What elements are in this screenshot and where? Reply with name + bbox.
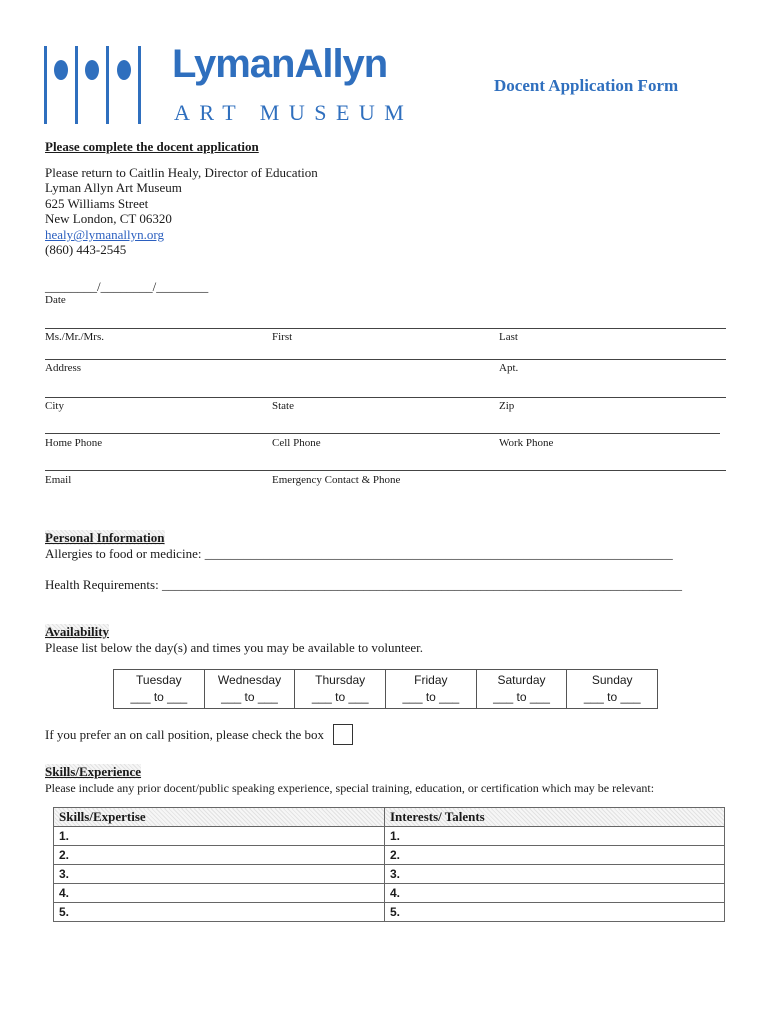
availability-heading: Availability — [45, 624, 110, 639]
day-label: Thursday — [315, 673, 366, 687]
day-label: Saturday — [497, 673, 546, 687]
on-call-checkbox[interactable] — [333, 724, 353, 745]
skills-table — [53, 807, 725, 922]
return-line-2: Lyman Allyn Art Museum — [45, 180, 182, 195]
time-blank[interactable]: ___ to ___ — [311, 690, 369, 704]
email-line[interactable] — [45, 470, 726, 471]
date-label: Date — [45, 294, 66, 306]
on-call-prompt: If you prefer an on call position, please check the box — [45, 727, 325, 742]
intro-heading: Please complete the docent application — [45, 139, 259, 154]
skills-heading: Skills/Experience — [45, 764, 142, 779]
document-title: Docent Application Form — [494, 76, 679, 95]
skills-cell[interactable]: 2. — [54, 846, 385, 865]
interests-cell[interactable]: 3. — [385, 865, 725, 884]
interests-cell[interactable]: 1. — [385, 827, 725, 846]
availability-cell-wednesday[interactable] — [205, 670, 296, 708]
skills-instructions: Please include any prior docent/public speaking experience, special training, education, or certification which may be relevant: — [45, 781, 655, 795]
apt-label: Apt. — [499, 362, 519, 374]
skills-cell[interactable]: 5. — [54, 903, 385, 922]
table-row — [54, 865, 725, 884]
availability-cell-sunday[interactable] — [567, 670, 657, 708]
interests-cell[interactable]: 5. — [385, 903, 725, 922]
last-name-label: Last — [499, 331, 518, 343]
time-blank[interactable]: ___ to ___ — [130, 690, 188, 704]
city-label: City — [45, 400, 64, 412]
address-line[interactable] — [45, 359, 726, 360]
availability-instructions: Please list below the day(s) and times you may be available to volunteer. — [45, 640, 423, 655]
table-row — [54, 846, 725, 865]
skills-cell[interactable]: 4. — [54, 884, 385, 903]
personal-info-heading: Personal Information — [45, 530, 165, 545]
time-blank[interactable]: ___ to ___ — [221, 690, 278, 704]
logo-wordmark: LymanAllyn — [172, 42, 388, 86]
phone-line[interactable] — [45, 433, 720, 434]
interests-talents-header: Interests/ Talents — [385, 808, 725, 827]
day-label: Wednesday — [217, 673, 282, 687]
email-label: Email — [45, 474, 72, 486]
first-name-label: First — [272, 331, 293, 343]
table-row — [54, 827, 725, 846]
logo-subtitle: ART MUSEUM — [174, 100, 414, 125]
date-blank[interactable]: ________/________/________ — [45, 279, 209, 294]
return-line-3: 625 Williams Street — [45, 196, 149, 211]
return-line-4: New London, CT 06320 — [45, 211, 172, 226]
museum-logo-mark — [44, 46, 160, 124]
interests-cell[interactable]: 4. — [385, 884, 725, 903]
contact-phone: (860) 443-2545 — [45, 242, 127, 257]
home-phone-label: Home Phone — [45, 437, 103, 449]
availability-cell-friday[interactable] — [386, 670, 477, 708]
zip-label: Zip — [499, 400, 515, 412]
work-phone-label: Work Phone — [499, 437, 554, 449]
skills-expertise-header: Skills/Expertise — [54, 808, 385, 827]
table-row — [54, 884, 725, 903]
return-line-1: Please return to Caitlin Healy, Director of Education — [45, 165, 318, 180]
contact-email-link[interactable]: healy@lymanallyn.org — [45, 227, 164, 242]
health-requirements-field[interactable]: Health Requirements: ________________________________________________________________________________ — [45, 577, 682, 592]
availability-cell-tuesday[interactable] — [114, 670, 205, 708]
day-label: Sunday — [591, 673, 633, 687]
day-label: Tuesday — [136, 673, 182, 687]
emergency-contact-label: Emergency Contact & Phone — [272, 474, 401, 486]
state-label: State — [272, 400, 294, 412]
salutation-label: Ms./Mr./Mrs. — [45, 331, 104, 343]
interests-cell[interactable]: 2. — [385, 846, 725, 865]
time-blank[interactable]: ___ to ___ — [402, 690, 460, 704]
availability-cell-thursday[interactable] — [295, 670, 386, 708]
day-label: Friday — [414, 673, 448, 687]
table-row — [54, 903, 725, 922]
city-line[interactable] — [45, 397, 726, 398]
cell-phone-label: Cell Phone — [272, 437, 321, 449]
availability-table — [113, 669, 658, 709]
name-line[interactable] — [45, 328, 726, 329]
skills-cell[interactable]: 3. — [54, 865, 385, 884]
skills-cell[interactable]: 1. — [54, 827, 385, 846]
allergies-field[interactable]: Allergies to food or medicine: ________________________________________________________________________ — [45, 546, 673, 561]
availability-cell-saturday[interactable] — [477, 670, 568, 708]
address-label: Address — [45, 362, 82, 374]
time-blank[interactable]: ___ to ___ — [583, 690, 641, 704]
time-blank[interactable]: ___ to ___ — [493, 690, 550, 704]
